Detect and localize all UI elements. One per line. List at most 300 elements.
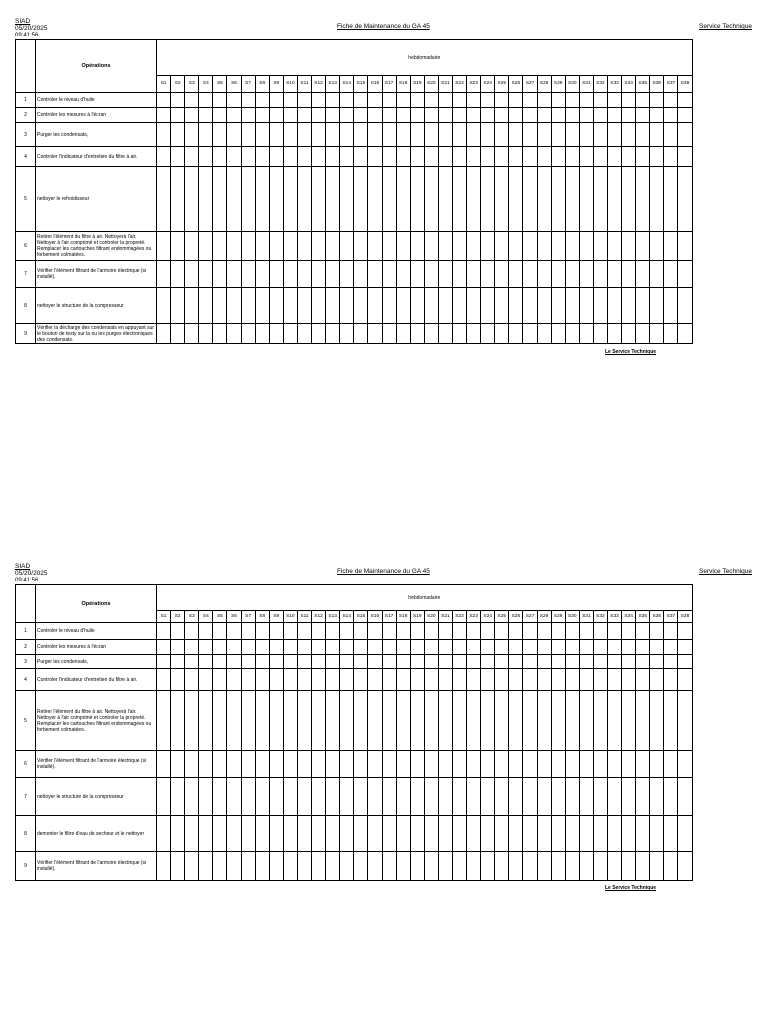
week-check-cell[interactable] bbox=[622, 232, 636, 261]
week-check-cell[interactable] bbox=[452, 691, 466, 751]
week-check-cell[interactable] bbox=[622, 108, 636, 123]
week-check-cell[interactable] bbox=[452, 147, 466, 167]
week-check-cell[interactable] bbox=[354, 852, 368, 881]
week-check-cell[interactable] bbox=[269, 147, 283, 167]
week-check-cell[interactable] bbox=[185, 167, 199, 232]
week-check-cell[interactable] bbox=[199, 655, 213, 669]
week-check-cell[interactable] bbox=[678, 778, 692, 816]
week-check-cell[interactable] bbox=[368, 623, 382, 640]
week-check-cell[interactable] bbox=[283, 261, 297, 288]
week-check-cell[interactable] bbox=[495, 232, 509, 261]
week-check-cell[interactable] bbox=[255, 261, 269, 288]
week-check-cell[interactable] bbox=[269, 167, 283, 232]
week-check-cell[interactable] bbox=[227, 623, 241, 640]
week-check-cell[interactable] bbox=[608, 655, 622, 669]
week-check-cell[interactable] bbox=[297, 669, 311, 691]
week-check-cell[interactable] bbox=[438, 640, 452, 655]
week-check-cell[interactable] bbox=[608, 623, 622, 640]
week-check-cell[interactable] bbox=[354, 778, 368, 816]
week-check-cell[interactable] bbox=[227, 691, 241, 751]
week-check-cell[interactable] bbox=[410, 147, 424, 167]
week-check-cell[interactable] bbox=[467, 232, 481, 261]
week-check-cell[interactable] bbox=[579, 669, 593, 691]
week-check-cell[interactable] bbox=[481, 261, 495, 288]
week-check-cell[interactable] bbox=[537, 669, 551, 691]
week-check-cell[interactable] bbox=[213, 691, 227, 751]
week-check-cell[interactable] bbox=[269, 261, 283, 288]
week-check-cell[interactable] bbox=[579, 288, 593, 324]
week-check-cell[interactable] bbox=[579, 778, 593, 816]
week-check-cell[interactable] bbox=[199, 778, 213, 816]
week-check-cell[interactable] bbox=[269, 669, 283, 691]
week-check-cell[interactable] bbox=[622, 147, 636, 167]
week-check-cell[interactable] bbox=[452, 123, 466, 147]
week-check-cell[interactable] bbox=[424, 691, 438, 751]
week-check-cell[interactable] bbox=[368, 640, 382, 655]
week-check-cell[interactable] bbox=[424, 147, 438, 167]
week-check-cell[interactable] bbox=[424, 261, 438, 288]
week-check-cell[interactable] bbox=[410, 167, 424, 232]
week-check-cell[interactable] bbox=[622, 93, 636, 108]
week-check-cell[interactable] bbox=[297, 288, 311, 324]
week-check-cell[interactable] bbox=[467, 778, 481, 816]
week-check-cell[interactable] bbox=[608, 751, 622, 778]
week-check-cell[interactable] bbox=[340, 93, 354, 108]
week-check-cell[interactable] bbox=[157, 147, 171, 167]
week-check-cell[interactable] bbox=[227, 232, 241, 261]
week-check-cell[interactable] bbox=[509, 640, 523, 655]
week-check-cell[interactable] bbox=[537, 288, 551, 324]
week-check-cell[interactable] bbox=[593, 640, 607, 655]
week-check-cell[interactable] bbox=[678, 623, 692, 640]
week-check-cell[interactable] bbox=[312, 751, 326, 778]
week-check-cell[interactable] bbox=[551, 655, 565, 669]
week-check-cell[interactable] bbox=[157, 324, 171, 344]
week-check-cell[interactable] bbox=[636, 691, 650, 751]
week-check-cell[interactable] bbox=[340, 623, 354, 640]
week-check-cell[interactable] bbox=[551, 147, 565, 167]
week-check-cell[interactable] bbox=[213, 93, 227, 108]
week-check-cell[interactable] bbox=[171, 147, 185, 167]
week-check-cell[interactable] bbox=[424, 108, 438, 123]
week-check-cell[interactable] bbox=[312, 640, 326, 655]
week-check-cell[interactable] bbox=[199, 147, 213, 167]
week-check-cell[interactable] bbox=[227, 852, 241, 881]
week-check-cell[interactable] bbox=[509, 623, 523, 640]
week-check-cell[interactable] bbox=[410, 324, 424, 344]
week-check-cell[interactable] bbox=[509, 93, 523, 108]
week-check-cell[interactable] bbox=[213, 108, 227, 123]
week-check-cell[interactable] bbox=[396, 288, 410, 324]
week-check-cell[interactable] bbox=[185, 691, 199, 751]
week-check-cell[interactable] bbox=[593, 123, 607, 147]
week-check-cell[interactable] bbox=[452, 751, 466, 778]
week-check-cell[interactable] bbox=[297, 93, 311, 108]
week-check-cell[interactable] bbox=[340, 816, 354, 852]
week-check-cell[interactable] bbox=[424, 123, 438, 147]
week-check-cell[interactable] bbox=[410, 623, 424, 640]
week-check-cell[interactable] bbox=[495, 108, 509, 123]
week-check-cell[interactable] bbox=[410, 640, 424, 655]
week-check-cell[interactable] bbox=[467, 288, 481, 324]
week-check-cell[interactable] bbox=[650, 852, 664, 881]
week-check-cell[interactable] bbox=[227, 167, 241, 232]
week-check-cell[interactable] bbox=[551, 778, 565, 816]
week-check-cell[interactable] bbox=[157, 778, 171, 816]
week-check-cell[interactable] bbox=[227, 669, 241, 691]
week-check-cell[interactable] bbox=[608, 691, 622, 751]
week-check-cell[interactable] bbox=[382, 640, 396, 655]
week-check-cell[interactable] bbox=[157, 655, 171, 669]
week-check-cell[interactable] bbox=[565, 691, 579, 751]
week-check-cell[interactable] bbox=[481, 232, 495, 261]
week-check-cell[interactable] bbox=[551, 669, 565, 691]
week-check-cell[interactable] bbox=[326, 655, 340, 669]
week-check-cell[interactable] bbox=[199, 93, 213, 108]
week-check-cell[interactable] bbox=[382, 778, 396, 816]
week-check-cell[interactable] bbox=[678, 147, 692, 167]
week-check-cell[interactable] bbox=[467, 655, 481, 669]
week-check-cell[interactable] bbox=[509, 232, 523, 261]
week-check-cell[interactable] bbox=[213, 123, 227, 147]
week-check-cell[interactable] bbox=[452, 640, 466, 655]
week-check-cell[interactable] bbox=[664, 93, 678, 108]
week-check-cell[interactable] bbox=[241, 108, 255, 123]
week-check-cell[interactable] bbox=[551, 691, 565, 751]
week-check-cell[interactable] bbox=[269, 93, 283, 108]
week-check-cell[interactable] bbox=[340, 123, 354, 147]
week-check-cell[interactable] bbox=[340, 691, 354, 751]
week-check-cell[interactable] bbox=[227, 816, 241, 852]
week-check-cell[interactable] bbox=[481, 751, 495, 778]
week-check-cell[interactable] bbox=[382, 288, 396, 324]
week-check-cell[interactable] bbox=[157, 816, 171, 852]
week-check-cell[interactable] bbox=[312, 93, 326, 108]
week-check-cell[interactable] bbox=[467, 816, 481, 852]
week-check-cell[interactable] bbox=[438, 751, 452, 778]
week-check-cell[interactable] bbox=[593, 778, 607, 816]
week-check-cell[interactable] bbox=[326, 123, 340, 147]
week-check-cell[interactable] bbox=[537, 751, 551, 778]
week-check-cell[interactable] bbox=[608, 288, 622, 324]
week-check-cell[interactable] bbox=[185, 816, 199, 852]
week-check-cell[interactable] bbox=[269, 108, 283, 123]
week-check-cell[interactable] bbox=[650, 123, 664, 147]
week-check-cell[interactable] bbox=[171, 640, 185, 655]
week-check-cell[interactable] bbox=[565, 324, 579, 344]
week-check-cell[interactable] bbox=[452, 288, 466, 324]
week-check-cell[interactable] bbox=[382, 623, 396, 640]
week-check-cell[interactable] bbox=[354, 167, 368, 232]
week-check-cell[interactable] bbox=[622, 640, 636, 655]
week-check-cell[interactable] bbox=[199, 623, 213, 640]
week-check-cell[interactable] bbox=[664, 123, 678, 147]
week-check-cell[interactable] bbox=[509, 669, 523, 691]
week-check-cell[interactable] bbox=[509, 324, 523, 344]
week-check-cell[interactable] bbox=[495, 751, 509, 778]
week-check-cell[interactable] bbox=[382, 123, 396, 147]
week-check-cell[interactable] bbox=[396, 751, 410, 778]
week-check-cell[interactable] bbox=[340, 232, 354, 261]
week-check-cell[interactable] bbox=[523, 623, 537, 640]
week-check-cell[interactable] bbox=[593, 108, 607, 123]
week-check-cell[interactable] bbox=[509, 108, 523, 123]
week-check-cell[interactable] bbox=[396, 232, 410, 261]
week-check-cell[interactable] bbox=[593, 669, 607, 691]
week-check-cell[interactable] bbox=[481, 147, 495, 167]
week-check-cell[interactable] bbox=[241, 816, 255, 852]
week-check-cell[interactable] bbox=[424, 623, 438, 640]
week-check-cell[interactable] bbox=[678, 232, 692, 261]
week-check-cell[interactable] bbox=[438, 324, 452, 344]
week-check-cell[interactable] bbox=[185, 108, 199, 123]
week-check-cell[interactable] bbox=[171, 655, 185, 669]
week-check-cell[interactable] bbox=[185, 852, 199, 881]
week-check-cell[interactable] bbox=[579, 816, 593, 852]
week-check-cell[interactable] bbox=[509, 816, 523, 852]
week-check-cell[interactable] bbox=[678, 640, 692, 655]
week-check-cell[interactable] bbox=[664, 852, 678, 881]
week-check-cell[interactable] bbox=[297, 108, 311, 123]
week-check-cell[interactable] bbox=[452, 108, 466, 123]
week-check-cell[interactable] bbox=[382, 852, 396, 881]
week-check-cell[interactable] bbox=[565, 167, 579, 232]
week-check-cell[interactable] bbox=[269, 640, 283, 655]
week-check-cell[interactable] bbox=[157, 751, 171, 778]
week-check-cell[interactable] bbox=[593, 691, 607, 751]
week-check-cell[interactable] bbox=[396, 324, 410, 344]
week-check-cell[interactable] bbox=[171, 816, 185, 852]
week-check-cell[interactable] bbox=[495, 852, 509, 881]
week-check-cell[interactable] bbox=[438, 261, 452, 288]
week-check-cell[interactable] bbox=[678, 655, 692, 669]
week-check-cell[interactable] bbox=[523, 751, 537, 778]
week-check-cell[interactable] bbox=[424, 324, 438, 344]
week-check-cell[interactable] bbox=[523, 691, 537, 751]
week-check-cell[interactable] bbox=[509, 778, 523, 816]
week-check-cell[interactable] bbox=[241, 288, 255, 324]
week-check-cell[interactable] bbox=[382, 751, 396, 778]
week-check-cell[interactable] bbox=[199, 232, 213, 261]
week-check-cell[interactable] bbox=[551, 640, 565, 655]
week-check-cell[interactable] bbox=[255, 108, 269, 123]
week-check-cell[interactable] bbox=[664, 108, 678, 123]
week-check-cell[interactable] bbox=[565, 261, 579, 288]
week-check-cell[interactable] bbox=[523, 816, 537, 852]
week-check-cell[interactable] bbox=[438, 123, 452, 147]
week-check-cell[interactable] bbox=[509, 147, 523, 167]
week-check-cell[interactable] bbox=[551, 288, 565, 324]
week-check-cell[interactable] bbox=[565, 147, 579, 167]
week-check-cell[interactable] bbox=[608, 640, 622, 655]
week-check-cell[interactable] bbox=[593, 261, 607, 288]
week-check-cell[interactable] bbox=[410, 288, 424, 324]
week-check-cell[interactable] bbox=[396, 669, 410, 691]
week-check-cell[interactable] bbox=[452, 816, 466, 852]
week-check-cell[interactable] bbox=[593, 232, 607, 261]
week-check-cell[interactable] bbox=[622, 751, 636, 778]
week-check-cell[interactable] bbox=[382, 93, 396, 108]
week-check-cell[interactable] bbox=[551, 93, 565, 108]
week-check-cell[interactable] bbox=[396, 691, 410, 751]
week-check-cell[interactable] bbox=[269, 852, 283, 881]
week-check-cell[interactable] bbox=[368, 108, 382, 123]
week-check-cell[interactable] bbox=[269, 232, 283, 261]
week-check-cell[interactable] bbox=[171, 778, 185, 816]
week-check-cell[interactable] bbox=[509, 123, 523, 147]
week-check-cell[interactable] bbox=[664, 669, 678, 691]
week-check-cell[interactable] bbox=[551, 261, 565, 288]
week-check-cell[interactable] bbox=[565, 669, 579, 691]
week-check-cell[interactable] bbox=[199, 167, 213, 232]
week-check-cell[interactable] bbox=[199, 123, 213, 147]
week-check-cell[interactable] bbox=[608, 852, 622, 881]
week-check-cell[interactable] bbox=[565, 655, 579, 669]
week-check-cell[interactable] bbox=[551, 232, 565, 261]
week-check-cell[interactable] bbox=[241, 623, 255, 640]
week-check-cell[interactable] bbox=[565, 288, 579, 324]
week-check-cell[interactable] bbox=[396, 778, 410, 816]
week-check-cell[interactable] bbox=[579, 108, 593, 123]
week-check-cell[interactable] bbox=[326, 640, 340, 655]
week-check-cell[interactable] bbox=[297, 167, 311, 232]
week-check-cell[interactable] bbox=[636, 852, 650, 881]
week-check-cell[interactable] bbox=[255, 655, 269, 669]
week-check-cell[interactable] bbox=[255, 669, 269, 691]
week-check-cell[interactable] bbox=[650, 669, 664, 691]
week-check-cell[interactable] bbox=[340, 288, 354, 324]
week-check-cell[interactable] bbox=[438, 778, 452, 816]
week-check-cell[interactable] bbox=[523, 123, 537, 147]
week-check-cell[interactable] bbox=[523, 232, 537, 261]
week-check-cell[interactable] bbox=[438, 852, 452, 881]
week-check-cell[interactable] bbox=[608, 669, 622, 691]
week-check-cell[interactable] bbox=[593, 816, 607, 852]
week-check-cell[interactable] bbox=[424, 751, 438, 778]
week-check-cell[interactable] bbox=[326, 623, 340, 640]
week-check-cell[interactable] bbox=[255, 93, 269, 108]
week-check-cell[interactable] bbox=[157, 669, 171, 691]
week-check-cell[interactable] bbox=[495, 778, 509, 816]
week-check-cell[interactable] bbox=[269, 288, 283, 324]
week-check-cell[interactable] bbox=[495, 655, 509, 669]
week-check-cell[interactable] bbox=[312, 655, 326, 669]
week-check-cell[interactable] bbox=[340, 147, 354, 167]
week-check-cell[interactable] bbox=[227, 778, 241, 816]
week-check-cell[interactable] bbox=[340, 852, 354, 881]
week-check-cell[interactable] bbox=[636, 324, 650, 344]
week-check-cell[interactable] bbox=[368, 147, 382, 167]
week-check-cell[interactable] bbox=[593, 93, 607, 108]
week-check-cell[interactable] bbox=[326, 93, 340, 108]
week-check-cell[interactable] bbox=[523, 108, 537, 123]
week-check-cell[interactable] bbox=[354, 816, 368, 852]
week-check-cell[interactable] bbox=[157, 691, 171, 751]
week-check-cell[interactable] bbox=[495, 261, 509, 288]
week-check-cell[interactable] bbox=[157, 232, 171, 261]
week-check-cell[interactable] bbox=[255, 288, 269, 324]
week-check-cell[interactable] bbox=[368, 852, 382, 881]
week-check-cell[interactable] bbox=[283, 147, 297, 167]
week-check-cell[interactable] bbox=[241, 123, 255, 147]
week-check-cell[interactable] bbox=[269, 778, 283, 816]
week-check-cell[interactable] bbox=[354, 669, 368, 691]
week-check-cell[interactable] bbox=[297, 640, 311, 655]
week-check-cell[interactable] bbox=[537, 623, 551, 640]
week-check-cell[interactable] bbox=[368, 288, 382, 324]
week-check-cell[interactable] bbox=[481, 852, 495, 881]
week-check-cell[interactable] bbox=[199, 691, 213, 751]
week-check-cell[interactable] bbox=[410, 232, 424, 261]
week-check-cell[interactable] bbox=[368, 778, 382, 816]
week-check-cell[interactable] bbox=[565, 232, 579, 261]
week-check-cell[interactable] bbox=[537, 123, 551, 147]
week-check-cell[interactable] bbox=[255, 123, 269, 147]
week-check-cell[interactable] bbox=[678, 324, 692, 344]
week-check-cell[interactable] bbox=[396, 623, 410, 640]
week-check-cell[interactable] bbox=[410, 108, 424, 123]
week-check-cell[interactable] bbox=[326, 852, 340, 881]
week-check-cell[interactable] bbox=[678, 261, 692, 288]
week-check-cell[interactable] bbox=[396, 852, 410, 881]
week-check-cell[interactable] bbox=[283, 623, 297, 640]
week-check-cell[interactable] bbox=[467, 691, 481, 751]
week-check-cell[interactable] bbox=[537, 852, 551, 881]
week-check-cell[interactable] bbox=[354, 623, 368, 640]
week-check-cell[interactable] bbox=[410, 669, 424, 691]
week-check-cell[interactable] bbox=[213, 623, 227, 640]
week-check-cell[interactable] bbox=[227, 751, 241, 778]
week-check-cell[interactable] bbox=[255, 778, 269, 816]
week-check-cell[interactable] bbox=[495, 147, 509, 167]
week-check-cell[interactable] bbox=[410, 778, 424, 816]
week-check-cell[interactable] bbox=[297, 123, 311, 147]
week-check-cell[interactable] bbox=[283, 108, 297, 123]
week-check-cell[interactable] bbox=[622, 852, 636, 881]
week-check-cell[interactable] bbox=[368, 123, 382, 147]
week-check-cell[interactable] bbox=[650, 167, 664, 232]
week-check-cell[interactable] bbox=[593, 324, 607, 344]
week-check-cell[interactable] bbox=[678, 816, 692, 852]
week-check-cell[interactable] bbox=[678, 123, 692, 147]
week-check-cell[interactable] bbox=[579, 324, 593, 344]
week-check-cell[interactable] bbox=[297, 816, 311, 852]
week-check-cell[interactable] bbox=[664, 691, 678, 751]
week-check-cell[interactable] bbox=[255, 640, 269, 655]
week-check-cell[interactable] bbox=[438, 167, 452, 232]
week-check-cell[interactable] bbox=[481, 288, 495, 324]
week-check-cell[interactable] bbox=[283, 751, 297, 778]
week-check-cell[interactable] bbox=[354, 232, 368, 261]
week-check-cell[interactable] bbox=[199, 751, 213, 778]
week-check-cell[interactable] bbox=[213, 640, 227, 655]
week-check-cell[interactable] bbox=[340, 261, 354, 288]
week-check-cell[interactable] bbox=[297, 778, 311, 816]
week-check-cell[interactable] bbox=[424, 232, 438, 261]
week-check-cell[interactable] bbox=[283, 655, 297, 669]
week-check-cell[interactable] bbox=[664, 324, 678, 344]
week-check-cell[interactable] bbox=[185, 324, 199, 344]
week-check-cell[interactable] bbox=[213, 261, 227, 288]
week-check-cell[interactable] bbox=[297, 232, 311, 261]
week-check-cell[interactable] bbox=[664, 261, 678, 288]
week-check-cell[interactable] bbox=[185, 288, 199, 324]
week-check-cell[interactable] bbox=[297, 655, 311, 669]
week-check-cell[interactable] bbox=[368, 232, 382, 261]
week-check-cell[interactable] bbox=[424, 669, 438, 691]
week-check-cell[interactable] bbox=[171, 108, 185, 123]
week-check-cell[interactable] bbox=[340, 669, 354, 691]
